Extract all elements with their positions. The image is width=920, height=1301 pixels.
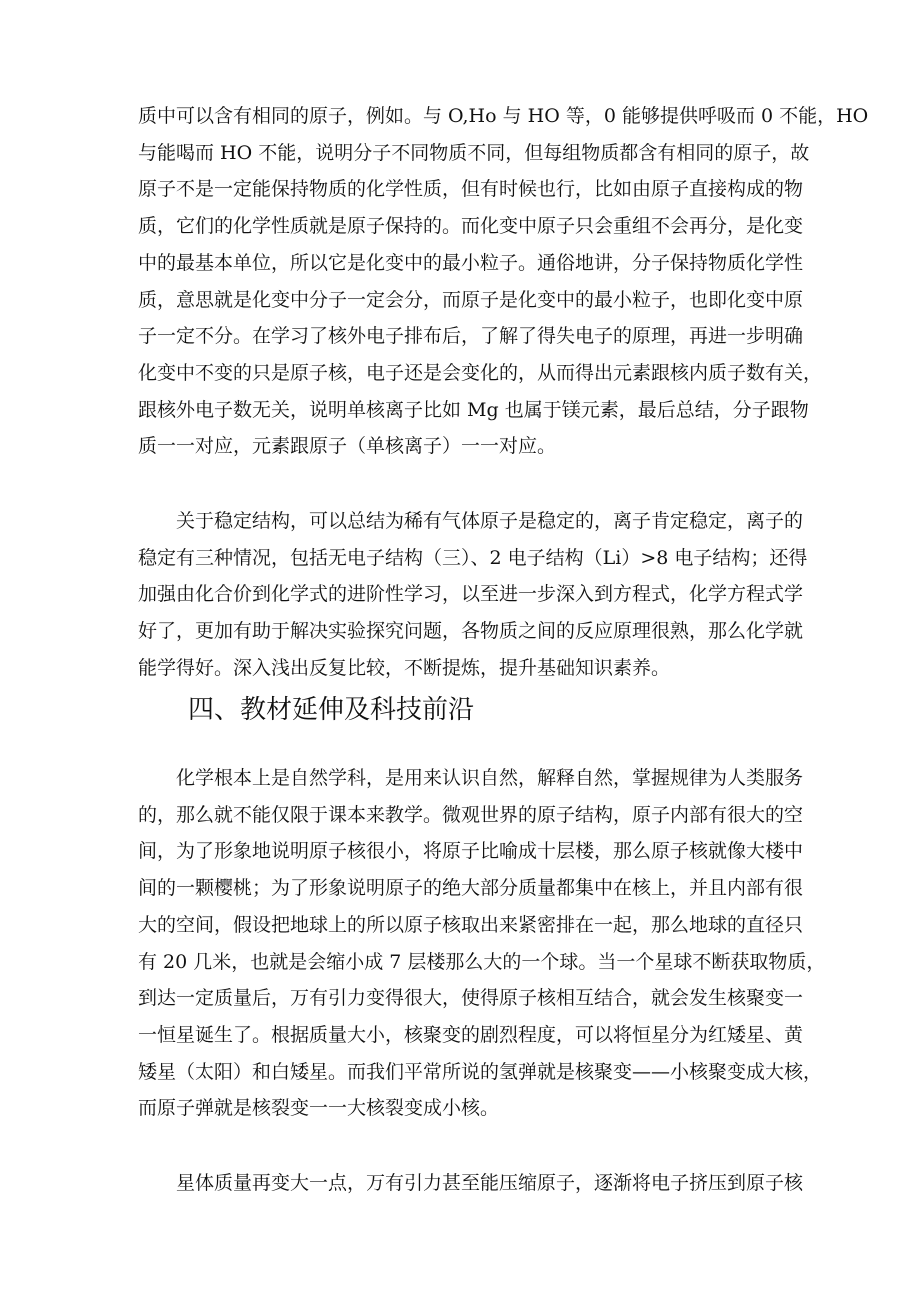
section-heading: 四、教材延伸及科技前沿 — [188, 695, 475, 725]
text-line: 加强由化合价到化学式的进阶性学习，以至进一步深入到方程式，化学方程式学 — [138, 583, 804, 606]
text-line: 化学根本上是自然学科，是用来认识自然，解释自然，掌握规律为人类服务 — [176, 767, 804, 789]
text-line: 有 20 几米，也就是会缩小成 7 层楼那么大的一个球。当一个星球不断获取物质， — [138, 950, 826, 973]
text-line: 好了，更加有助于解决实验探究问题，各物质之间的反应原理很熟，那么化学就 — [138, 620, 804, 643]
text-line: 矮星（太阳）和白矮星。而我们平常所说的氢弹就是核聚变——小核聚变成大核， — [138, 1060, 823, 1083]
text-line: 质，意思就是化变中分子一定会分，而原子是化变中的最小粒子，也即化变中原 — [138, 288, 804, 311]
text-line: 质，它们的化学性质就是原子保持的。而化变中原子只会重组不会再分，是化变 — [138, 215, 804, 238]
text-line: 质中可以含有相同的原子，例如。与 O,Ho 与 HO 等，0 能够提供呼吸而 0 不能，HO — [138, 105, 869, 127]
text-line: 化变中不变的只是原子核，电子还是会变化的，从而得出元素跟核内质子数有关， — [138, 361, 823, 384]
text-line: 与能喝而 HO 不能，说明分子不同物质不同，但每组物质都含有相同的原子，故 — [138, 141, 810, 164]
text-line: 间的一颗樱桃；为了形象说明原子的绝大部分质量都集中在核上，并且内部有很 — [138, 877, 804, 900]
text-line: 而原子弹就是核裂变一一大核裂变成小核。 — [138, 1097, 500, 1120]
text-line: 原子不是一定能保持物质的化学性质，但有时候也行，比如由原子直接构成的物 — [138, 178, 804, 201]
text-line: 到达一定质量后，万有引力变得很大，使得原子核相互结合，就会发生核聚变一 — [138, 987, 804, 1010]
paragraph-molecules-atoms — [138, 98, 869, 465]
text-line: 稳定有三种情况，包括无电子结构（三）、2 电子结构（Li）>8 电子结构；还得 — [138, 546, 808, 569]
text-line: 质一一对应，元素跟原子（单核离子）一一对应。 — [138, 435, 557, 458]
text-line: 跟核外电子数无关，说明单核离子比如 Mg 也属于镁元素，最后总结，分子跟物 — [138, 398, 809, 421]
paragraph-stable-structure — [138, 503, 808, 687]
text-line: 的，那么就不能仅限于课本来教学。微观世界的原子结构，原子内部有很大的空 — [138, 803, 804, 826]
text-line: 间，为了形象地说明原子核很小，将原子比喻成十层楼，那么原子核就像大楼中 — [138, 840, 804, 863]
text-line: 关于稳定结构，可以总结为稀有气体原子是稳定的，离子肯定稳定，离子的 — [176, 510, 804, 532]
text-line: 一恒星诞生了。根据质量大小，核聚变的剧烈程度，可以将恒星分为红矮星、黄 — [138, 1023, 804, 1046]
text-line: 星体质量再变大一点，万有引力甚至能压缩原子，逐渐将电子挤压到原子核 — [176, 1172, 804, 1194]
paragraph-star-mass — [138, 1165, 802, 1202]
text-line: 中的最基本单位，所以它是化变中的最小粒子。通俗地讲，分子保持物质化学性 — [138, 251, 804, 274]
text-line: 大的空间，假设把地球上的所以原子核取出来紧密排在一起，那么地球的直径只 — [138, 913, 804, 936]
text-line: 能学得好。深入浅出反复比较，不断提炼，提升基础知识素养。 — [138, 656, 671, 679]
paragraph-textbook-extension — [138, 760, 826, 1127]
text-line: 子一定不分。在学习了核外电子排布后，了解了得失电子的原理，再进一步明确 — [138, 325, 804, 348]
